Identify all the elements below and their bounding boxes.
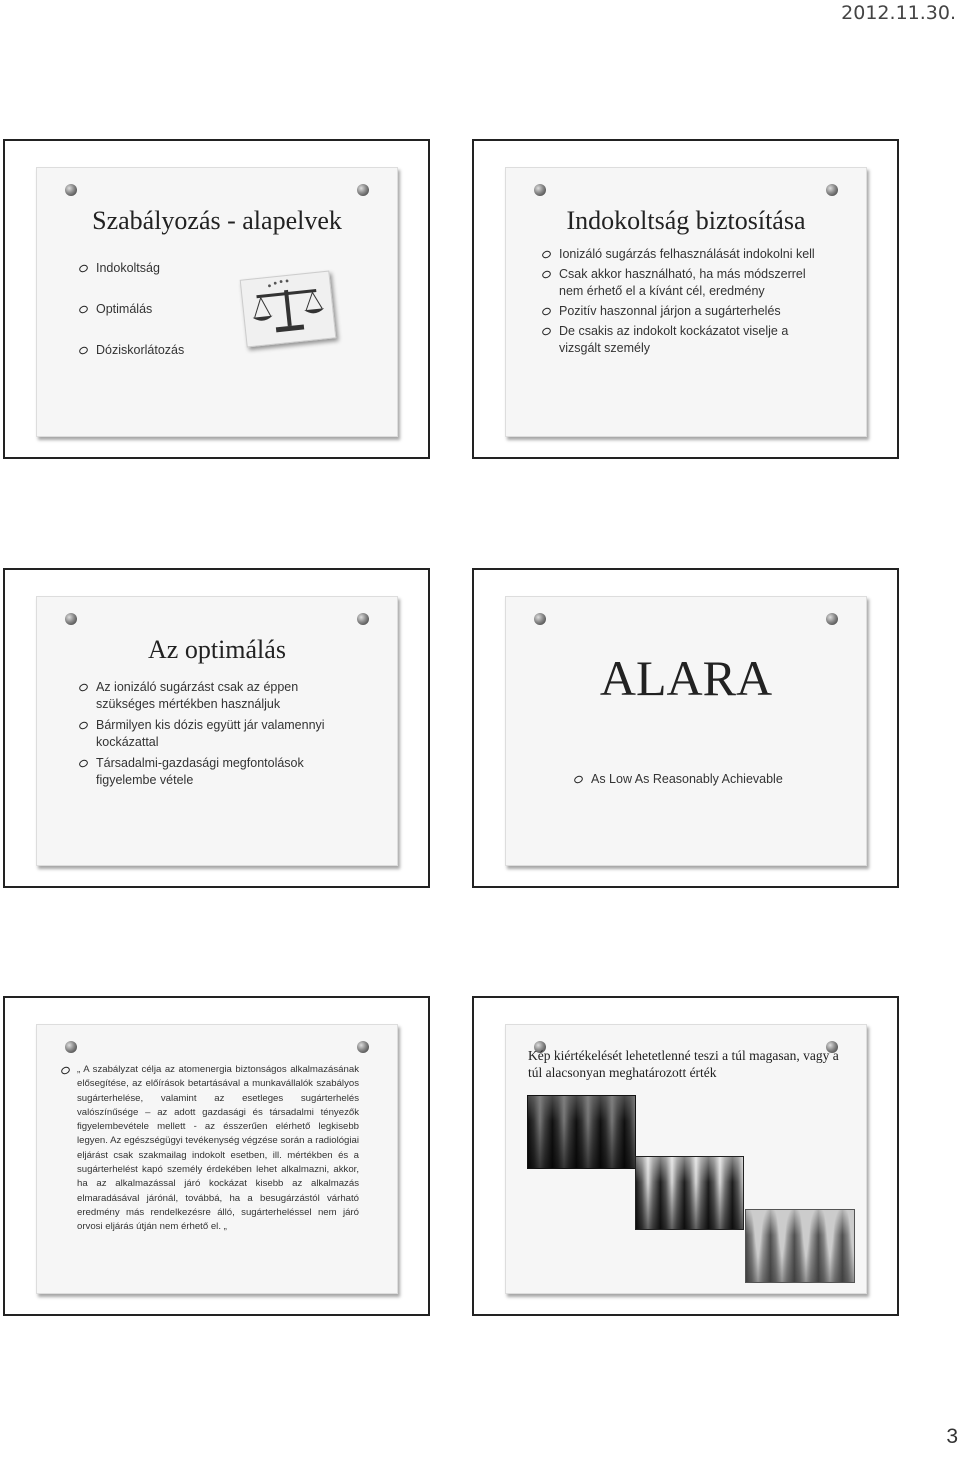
dental-xray-normal [635, 1156, 744, 1230]
slide-6-card [505, 1024, 867, 1294]
quote-text: „ A szabályzat célja az atomenergia biztonságos alkalmazásának elősegítése, az előírások betartásával a munkavállalók szabályos sugárterhelése, valamint az esetleges sugárterhelés valószínűsége – az adott gazdasági és társadalmi tényezők figyelembevétele mellett - az ésszerűen elérhető legkisebb legyen. Az egészségügyi tevékenység végzése során a radiológiai eljárást csak szakmailag indokolt esetben, ill. mértékben és a sugárterhelést kapó személy érdekében lehet alkalmazni, akkor, ha az alkalmazással járó kockázat kisebb az alkalmazás elmaradásával járónál, továbbá, ha a besugárzástól várható eredmény más rendelkezésre álló, sugárterheléssel nem járó orvosi eljárás útján nem érhető el. „ [77, 1064, 359, 1233]
bullet-item: Dóziskorlátozás [78, 342, 228, 359]
bullet-item: Társadalmi-gazdasági megfontolások figyelembe vétele [78, 755, 338, 789]
legal-quote [77, 1063, 359, 1235]
dental-xray-underexposed [527, 1095, 636, 1169]
slide-2 [472, 139, 899, 459]
pin-icon [357, 184, 369, 196]
slide-title: Kép kiértékelését lehetetlenné teszi a túl magasan, vagy a túl alacsonyan meghatározott érték [528, 1048, 839, 1080]
bullet-list [78, 679, 338, 789]
bullet-item: As Low As Reasonably Achievable [573, 771, 833, 788]
slide-3-card [36, 596, 398, 866]
bullet-item: Pozitív haszonnal járjon a sugárterhelés [541, 303, 831, 320]
slide-3 [3, 568, 430, 888]
page-number: 3 [946, 1425, 958, 1448]
slide-5 [3, 996, 430, 1316]
bullet-list [573, 771, 833, 788]
pin-icon [534, 613, 546, 625]
slide-5-card [36, 1024, 398, 1294]
bullet-item: Bármilyen kis dózis együtt jár valamennyi kockázattal [78, 717, 338, 751]
bullet-list [78, 260, 228, 359]
pin-icon [65, 613, 77, 625]
pin-icon [65, 1041, 77, 1053]
bullet-item: Ionizáló sugárzás felhasználását indokolni kell [541, 246, 831, 263]
scales-of-justice-icon [240, 270, 337, 347]
pin-icon [357, 1041, 369, 1053]
slide-6 [472, 996, 899, 1316]
slide-title: Az optimálás [148, 635, 286, 664]
pin-icon [65, 184, 77, 196]
dental-xray-overexposed [745, 1209, 855, 1283]
bullet-item: Indokoltság [78, 260, 228, 277]
slide-title: Szabályozás - alapelvek [92, 206, 342, 235]
bullet-list [541, 246, 831, 357]
pin-icon [826, 613, 838, 625]
pin-icon [534, 184, 546, 196]
pin-icon [826, 184, 838, 196]
slide-4 [472, 568, 899, 888]
bullet-item: Optimálás [78, 301, 228, 318]
slide-4-card [505, 596, 867, 866]
header-date: 2012.11.30. [841, 2, 956, 24]
slide-1-card [36, 167, 398, 437]
slide-title: Indokoltság biztosítása [566, 206, 806, 235]
bullet-icon [60, 1065, 71, 1075]
bullet-item: Csak akkor használható, ha más módszerrel nem érhető el a kívánt cél, eredmény [541, 266, 831, 300]
slide-1 [3, 139, 430, 459]
pin-icon [357, 613, 369, 625]
slide-title: ALARA [599, 650, 773, 706]
bullet-item: De csakis az indokolt kockázatot viselje a vizsgált személy [541, 323, 831, 357]
slide-2-card [505, 167, 867, 437]
bullet-item: Az ionizáló sugárzást csak az éppen szükséges mértékben használjuk [78, 679, 338, 713]
